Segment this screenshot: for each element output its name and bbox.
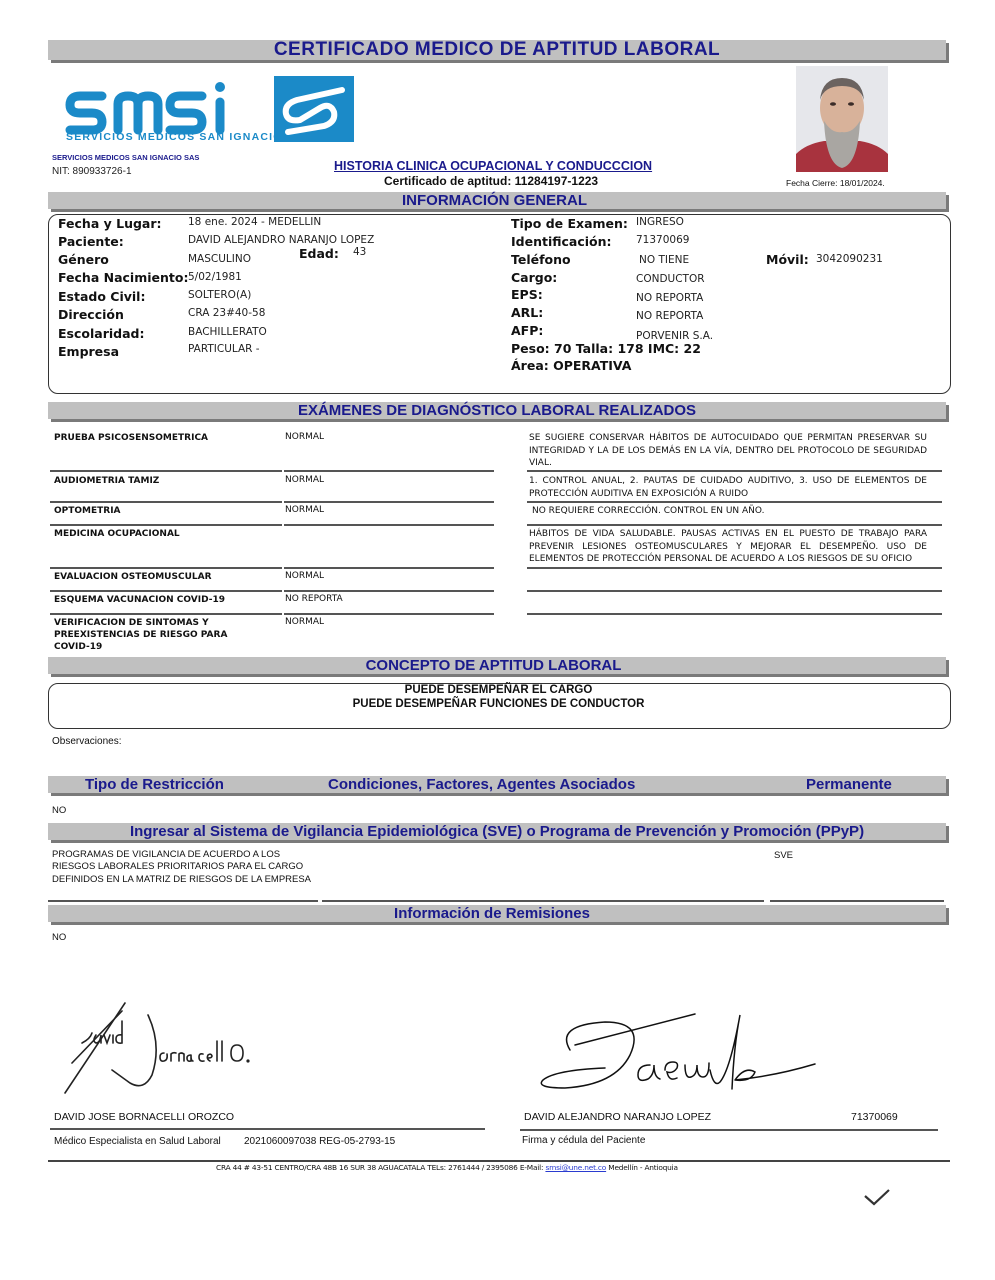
field-value: INGRESO [636,216,684,228]
divider [284,524,494,526]
doctor-signature [60,995,270,1095]
exam-name: VERIFICACION DE SINTOMAS Y PREEXISTENCIAS DE RIESGO PARA COVID-19 [54,618,228,652]
sve-description: PROGRAMAS DE VIGILANCIA DE ACUERDO A LOS RIESGOS LABORALES PRIORITARIOS PARA EL CARGO DEFINIDOS EN LA MATRIZ DE RIESGOS DE LA EMPRESA [52,849,312,885]
exams-title: EXÁMENES DE DIAGNÓSTICO LABORAL REALIZADOS [297,402,697,419]
concept-title: CONCEPTO DE APTITUD LABORAL [365,657,622,674]
divider [527,590,942,592]
general-info-bar [48,192,946,209]
divider [284,567,494,569]
field-value: CONDUCTOR [636,273,705,285]
work-area: Área: OPERATIVA [511,358,632,373]
concept-line-2: PUEDE DESEMPEÑAR FUNCIONES DE CONDUCTOR [352,698,645,710]
field-value: BACHILLERATO [188,326,267,338]
field-value: NO REPORTA [636,310,704,322]
doctor-title: Médico Especialista en Salud Laboral [54,1136,221,1147]
company-nit: NIT: 890933726-1 [52,166,132,177]
general-info-title: INFORMACIÓN GENERAL [402,192,587,209]
field-label: Empresa [58,344,120,359]
checkmark-icon[interactable] [862,1186,892,1208]
company-name: SERVICIOS MEDICOS SAN IGNACIO SAS [52,153,200,162]
field-value: NO TIENE [639,254,690,266]
divider [48,900,318,902]
divider [770,900,944,902]
exam-name: AUDIOMETRIA TAMIZ [54,476,160,486]
recommendation: 1. CONTROL ANUAL, 2. PAUTAS DE CUIDADO AUDITIVO, 3. USO DE ELEMENTOS DE PROTECCIÓN AUDITIVA EN EXPOSICIÓN A RUIDO [529,476,927,499]
field-label: Fecha Nacimiento: [58,270,189,285]
field-value: PARTICULAR - [188,343,260,355]
exam-result: NORMAL [285,505,325,515]
divider [322,900,764,902]
recommendation: NO REQUIERE CORRECCIÓN. CONTROL EN UN AÑO. [532,506,765,516]
field-label: Cargo: [511,270,558,285]
exam-result: NORMAL [285,617,325,627]
field-value: SOLTERO(A) [188,289,252,301]
exam-result: NORMAL [285,475,325,485]
field-label: Dirección [58,307,124,322]
concept-bar [48,657,946,674]
divider [50,567,282,569]
certificate-number: Certificado de aptitud: 11284197-1223 [384,174,599,188]
divider [527,470,942,472]
exam-name: ESQUEMA VACUNACION COVID-19 [54,595,226,605]
field-value: DAVID ALEJANDRO NARANJO LOPEZ [188,234,375,246]
field-label: Paciente: [58,234,124,249]
observations-label: Observaciones: [52,736,122,747]
field-value: 71370069 [636,234,690,246]
patient-name: DAVID ALEJANDRO NARANJO LOPEZ [524,1111,712,1123]
field-value: MASCULINO [188,253,251,265]
referrals-title: Información de Remisiones [394,905,590,922]
field-label: Escolaridad: [58,326,145,341]
field-value: PORVENIR S.A. [636,330,714,342]
divider [50,524,282,526]
divider [284,501,494,503]
doctor-name: DAVID JOSE BORNACELLI OROZCO [54,1111,235,1123]
sve-bar [48,823,946,840]
field-label: Género [58,252,109,267]
recommendation: SE SUGIERE CONSERVAR HÁBITOS DE AUTOCUIDADO QUE PERMITAN PRESERVAR SU INTEGRIDAD Y LA DE LOS DEMÁS EN LA VÍA, DENTRO DEL PROTOCOLO DE SEGURIDAD VIAL. [529,433,927,468]
field-value: 5/02/1981 [188,271,242,283]
divider [50,470,282,472]
divider [527,613,942,615]
field-value: CRA 23#40-58 [188,307,266,319]
divider [527,567,942,569]
mobile-label: Móvil: [766,252,809,267]
divider [50,501,282,503]
exam-name: MEDICINA OCUPACIONAL [54,529,180,539]
patient-portrait-icon [796,66,888,172]
patient-photo [796,66,888,172]
field-value: 18 ene. 2024 - MEDELLIN [188,216,322,228]
field-label: EPS: [511,287,543,302]
exam-name: OPTOMETRIA [54,506,121,516]
footer-email-link[interactable]: smsi@une.net.co [545,1163,607,1172]
vitals: Peso: 70 Talla: 178 IMC: 22 [511,341,701,356]
divider [284,613,494,615]
field-label: Estado Civil: [58,289,146,304]
footer-city: Medellín - Antioquia [608,1163,678,1172]
patient-signature [535,1010,835,1095]
field-label: Tipo de Examen: [511,216,628,231]
referrals-bar [48,905,946,922]
history-title: HISTORIA CLINICA OCUPACIONAL Y CONDUCCCION [334,159,653,173]
restrictions-bar [48,776,946,793]
footer-address: CRA 44 # 43-51 CENTRO/CRA 48B 16 SUR 38 AGUACATALA TELs: 2761444 / 2395086 E-Mail: [216,1163,544,1172]
divider [284,470,494,472]
divider [50,590,282,592]
exam-name: EVALUACION OSTEOMUSCULAR [54,572,212,582]
patient-id: 71370069 [851,1111,898,1123]
doctor-registry: 2021060097038 REG-05-2793-15 [244,1136,396,1147]
closing-date: Fecha Cierre: 18/01/2024. [786,178,885,188]
exam-result: NO REPORTA [285,594,343,604]
patient-caption: Firma y cédula del Paciente [522,1135,646,1146]
recommendation: HÁBITOS DE VIDA SALUDABLE. PAUSAS ACTIVAS EN EL PUESTO DE TRABAJO PARA PREVENIR LESIONES OSTEOMUSCULARES Y MEJORAR EL DESEMPEÑO. USO DE ELEMENTOS DE PROTECCIÓN PERSONAL DE ACUERDO A LOS RIESGOS DE SU OFICIO [529,529,927,564]
document-title: CERTIFICADO MEDICO DE APTITUD LABORAL [273,39,721,60]
permanent-header: Permanente [806,776,892,793]
exam-result: NORMAL [285,432,325,442]
sve-title: Ingresar al Sistema de Vigilancia Epidemiológica (SVE) o Programa de Prevención y Promoción (PPyP) [129,823,865,840]
logo-tagline: SERVICIOS MEDICOS SAN IGNACIO [66,131,283,143]
field-label: Fecha y Lugar: [58,216,162,231]
divider [527,501,942,503]
field-label: Identificación: [511,234,612,249]
divider [520,1129,938,1131]
mobile-value: 3042090231 [816,253,883,265]
age-value: 43 [353,246,367,258]
document-title-bar [48,40,946,60]
footer [216,1163,678,1172]
restriction-value: NO [52,805,67,816]
sve-type: SVE [774,850,794,861]
exam-result: NORMAL [285,571,325,581]
divider [527,524,942,526]
conditions-header: Condiciones, Factores, Agentes Asociados [328,776,636,793]
field-value: NO REPORTA [636,292,704,304]
divider [284,590,494,592]
divider [50,613,282,615]
divider [50,1128,485,1130]
footer-divider [48,1160,950,1162]
field-label: ARL: [511,305,544,320]
age-label: Edad: [299,246,339,261]
referrals-value: NO [52,932,67,943]
field-label: Teléfono [511,252,571,267]
field-label: AFP: [511,323,544,338]
exam-name: PRUEBA PSICOSENSOMETRICA [54,433,209,443]
restriction-type-header: Tipo de Restricción [85,776,224,793]
concept-line-1: PUEDE DESEMPEÑAR EL CARGO [404,684,593,696]
general-info-box [48,214,951,394]
doctor-signature-icon [60,995,270,1095]
exams-bar [48,402,946,419]
patient-signature-icon [535,1010,835,1095]
